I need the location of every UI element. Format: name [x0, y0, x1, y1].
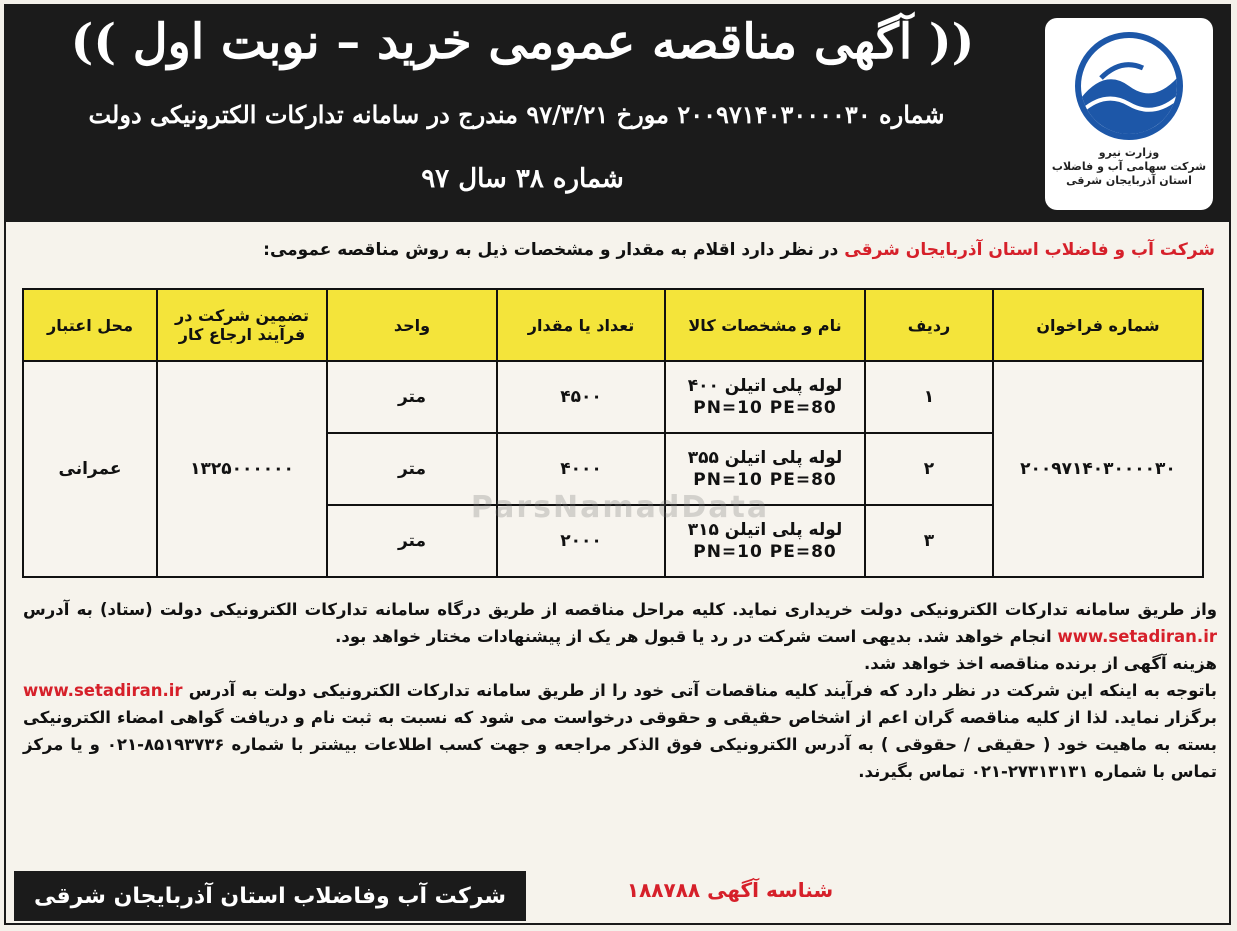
body-text [23, 596, 1217, 785]
header-unit: واحد [327, 289, 497, 361]
body-paragraph-1 [23, 596, 1217, 650]
intro-company-name: شرکت آب و فاضلاب استان آذربایجان شرقی [844, 240, 1215, 260]
header-call-number: شماره فراخوان [993, 289, 1203, 361]
page-title: (( آگهی مناقصه عمومی خرید – نوبت اول )) [70, 14, 975, 70]
header-guarantee: تضمین شرکت در فرآیند ارجاع کار [157, 289, 327, 361]
goods-name: لوله پلی اتیلن ۳۵۵ [687, 448, 843, 468]
quantity-cell: ۴۵۰۰ [497, 361, 665, 433]
header-credit: محل اعتبار [23, 289, 157, 361]
water-drop-emblem-icon [1075, 32, 1183, 140]
body-p1b-text: انجام خواهد شد. بدیهی است شرکت در رد یا قبول هر یک از پیشنهادات مختار خواهد بود. [335, 627, 1052, 646]
tender-items-table [22, 288, 1204, 578]
header-quantity: تعداد یا مقدار [497, 289, 665, 361]
quantity-cell: ۲۰۰۰ [497, 505, 665, 577]
unit-cell: متر [327, 433, 497, 505]
goods-name: لوله پلی اتیلن ۳۱۵ [687, 520, 843, 540]
tender-number-line: شماره ۲۰۰۹۷۱۴۰۳۰۰۰۰۳۰ مورخ ۹۷/۳/۲۱ مندرج در سامانه تدارکات الکترونیکی دولت [88, 100, 945, 129]
row-number-cell: ۱ [865, 361, 993, 433]
setadiran-link-2[interactable]: www.setadiran.ir [23, 681, 183, 700]
body-paragraph-2: هزینه آگهی از برنده مناقصه اخذ خواهد شد. [864, 654, 1217, 673]
goods-cell [665, 361, 865, 433]
call-number-cell: ۲۰۰۹۷۱۴۰۳۰۰۰۰۳۰ [993, 361, 1203, 577]
water-company-logo [1045, 18, 1213, 210]
table-header-row [23, 289, 1203, 361]
header-band [4, 4, 1231, 222]
guarantee-cell: ۱۳۲۵۰۰۰۰۰۰ [157, 361, 327, 577]
logo-company-text: شرکت سهامی آب و فاضلاب [1051, 160, 1207, 173]
goods-name: لوله پلی اتیلن ۴۰۰ [687, 376, 843, 396]
logo-province-text: استان آذربایجان شرقی [1066, 174, 1192, 187]
intro-paragraph [25, 240, 1215, 260]
credit-cell: عمرانی [23, 361, 157, 577]
header-row: ردیف [865, 289, 993, 361]
ad-id: شناسه آگهی ۱۸۸۷۸۸ [626, 878, 834, 902]
body-p3b-text: برگزار نماید. لذا از کلیه مناقصه گران اعم از اشخاص حقیقی و حقوقی درخواست می شود که نسبت به ثبت نام و دریافت گواهی امضاء الکترونیکی بسته به ماهیت خود ( حقیقی / حقوقی ) به آدرس الکترونیکی فوق الذکر مراجعه و جهت کسب اطلاعات بیشتر با شماره ۸۵۱۹۳۷۳۶-۰۲۱ و یا مرکز تماس با شماره ۲۷۳۱۳۱۳۱-۰۲۱ تماس بگیرند. [23, 708, 1217, 781]
row-number-cell: ۳ [865, 505, 993, 577]
unit-cell: متر [327, 361, 497, 433]
goods-spec: PN=10 PE=80 [693, 470, 837, 490]
footer-company-banner: شرکت آب وفاضلاب استان آذربایجان شرقی [14, 871, 526, 921]
setadiran-link[interactable]: www.setadiran.ir [1057, 627, 1217, 646]
row-number-cell: ۲ [865, 433, 993, 505]
goods-spec: PN=10 PE=80 [693, 398, 837, 418]
body-paragraph-3 [23, 677, 1217, 785]
intro-text: در نظر دارد اقلام به مقدار و مشخصات ذیل به روش مناقصه عمومی: [263, 240, 845, 260]
goods-cell [665, 505, 865, 577]
quantity-cell: ۴۰۰۰ [497, 433, 665, 505]
goods-spec: PN=10 PE=80 [693, 542, 837, 562]
logo-ministry-text: وزارت نیرو [1098, 146, 1160, 159]
body-p1-text: واز طریق سامانه تدارکات الکترونیکی دولت خریداری نماید. کلیه مراحل مناقصه از طریق درگاه سامانه تدارکات الکترونیکی دولت (ستاد) به آدرس [23, 600, 1217, 619]
unit-cell: متر [327, 505, 497, 577]
goods-cell [665, 433, 865, 505]
watermark-text: ParsNamadData [470, 490, 770, 525]
publication-number-line: شماره ۳۸ سال ۹۷ [421, 164, 624, 194]
header-goods: نام و مشخصات کالا [665, 289, 865, 361]
table-row [23, 361, 1203, 433]
body-p3-text: باتوجه به اینکه این شرکت در نظر دارد که فرآیند کلیه مناقصات آتی خود را از طریق سامانه تدارکات الکترونیکی دولت به آدرس [188, 681, 1217, 700]
